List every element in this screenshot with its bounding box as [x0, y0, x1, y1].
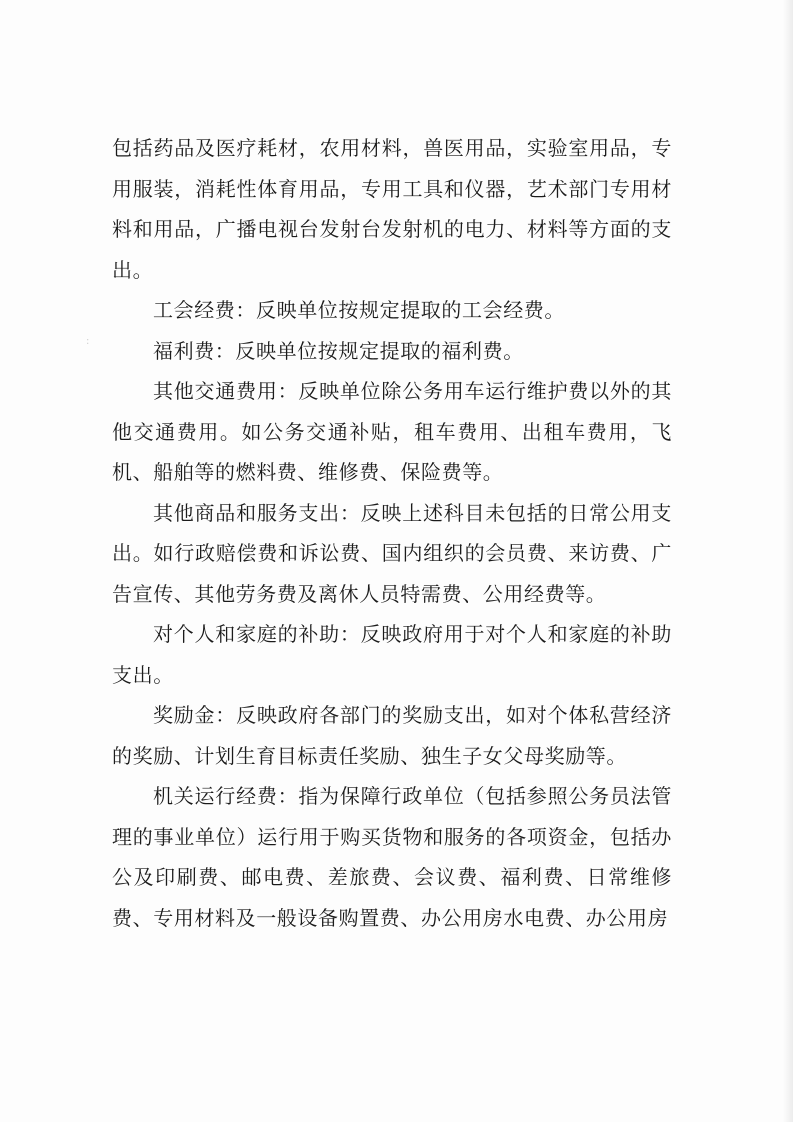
paragraph-rewards: 奖励金：反映政府各部门的奖励支出，如对个体私营经济的奖励、计划生育目标责任奖励、独生子女父母奖励等。 — [112, 703, 672, 768]
paragraph-union-fee: 工会经费：反映单位按规定提取的工会经费。 — [153, 298, 565, 322]
scan-speck: : — [86, 336, 90, 347]
scan-edge — [783, 0, 793, 1122]
document-body — [112, 128, 672, 938]
paragraph-operating-expenses: 机关运行经费：指为保障行政单位（包括参照公务员法管理的事业单位）运行用于购买货物和服务的各项资金，包括办公及印刷费、邮电费、差旅费、会议费、福利费、日常维修费、专用材料及一般设备购置费、办公用房水电费、办公用房 — [112, 784, 672, 930]
paragraph-other-goods-services: 其他商品和服务支出：反映上述科目未包括的日常公用支出。如行政赔偿费和诉讼费、国内组织的会员费、来访费、广告宣传、其他劳务费及离休人员特需费、公用经费等。 — [112, 500, 672, 606]
paragraph-other-transport: 其他交通费用：反映单位除公务用车运行维护费以外的其他交通费用。如公务交通补贴，租车费用、出租车费用，飞机、船舶等的燃料费、维修费、保险费等。 — [112, 379, 672, 484]
paragraph-welfare-fee: 福利费：反映单位按规定提取的福利费。 — [153, 338, 524, 363]
paragraph-supplies-continued: 包括药品及医疗耗材，农用材料，兽医用品，实验室用品，专用服装，消耗性体育用品，专用工具和仪器，艺术部门专用材料和用品，广播电视台发射台发射机的电力、材料等方面的支出。 — [112, 136, 672, 282]
paragraph-individual-household-subsidy: 对个人和家庭的补助：反映政府用于对个人和家庭的补助支出。 — [112, 622, 672, 687]
